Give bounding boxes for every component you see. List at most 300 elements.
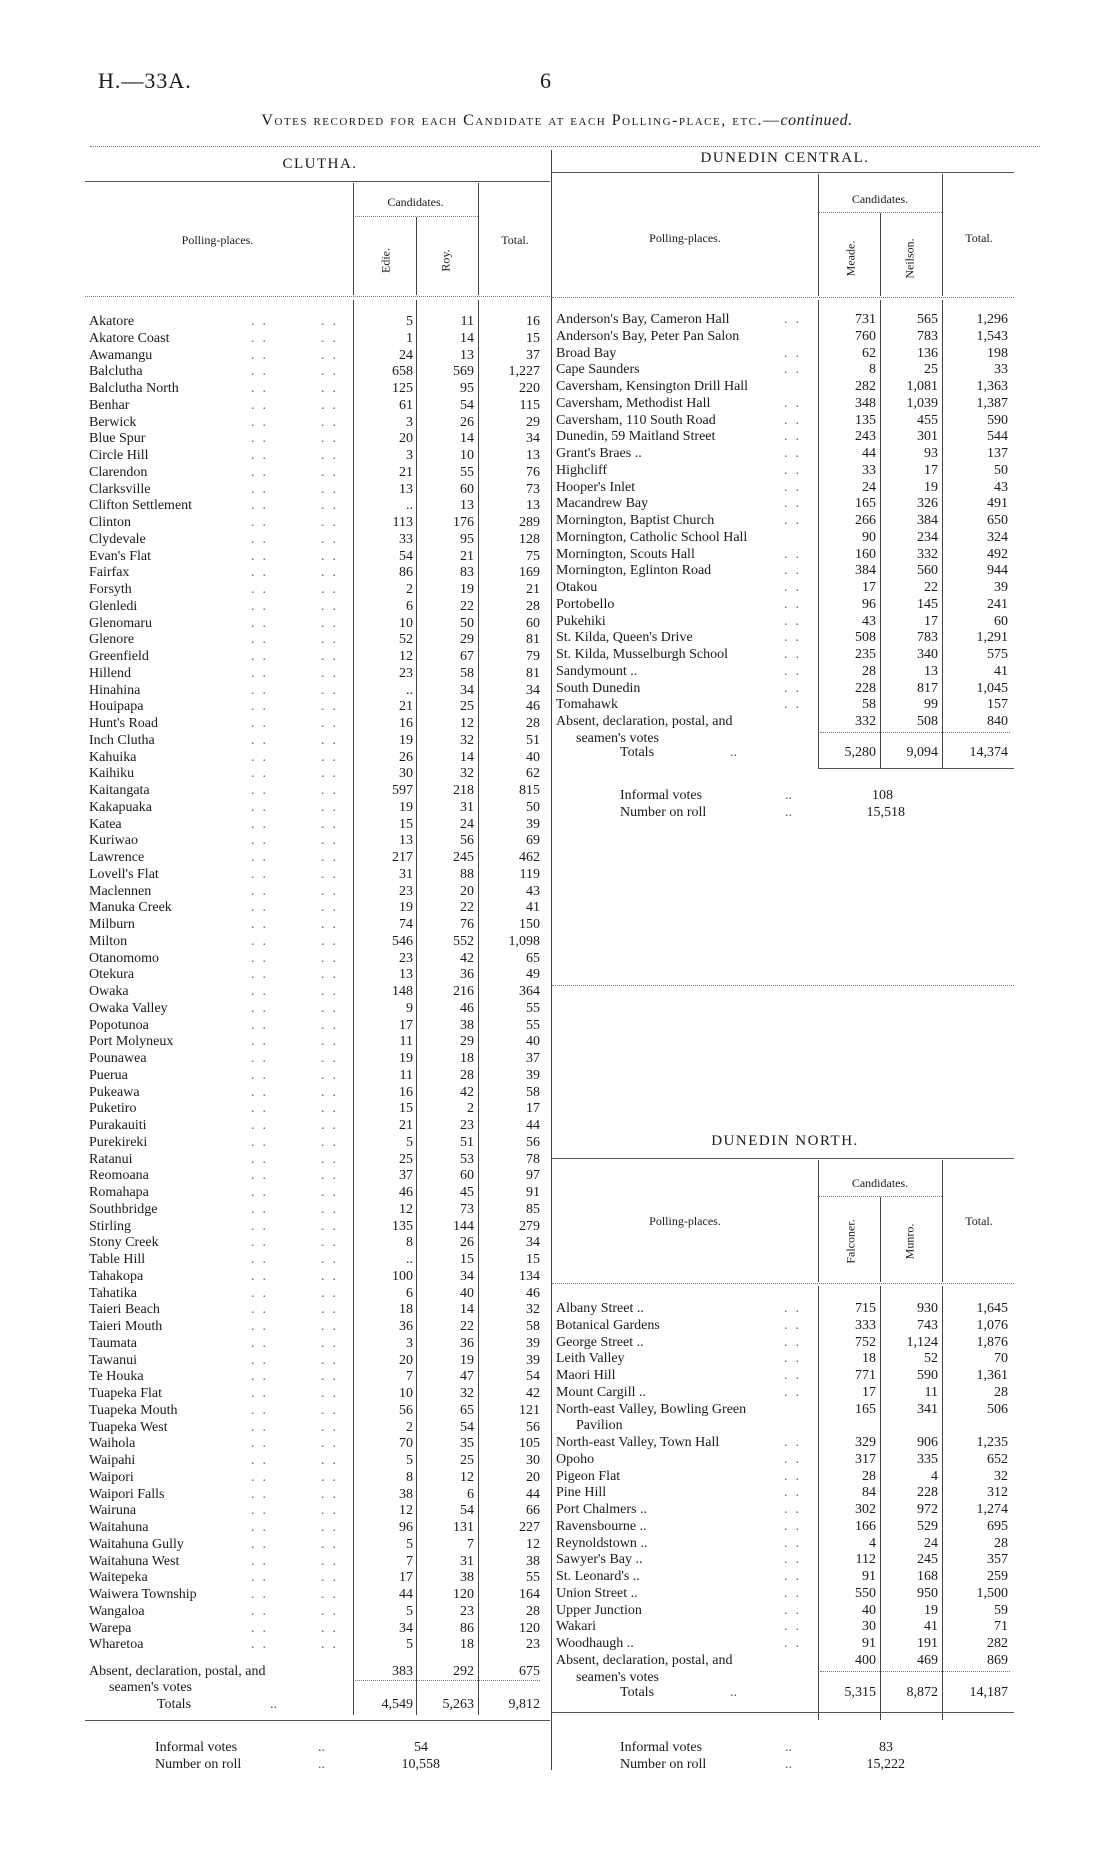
table-row	[89, 1570, 559, 1587]
leader-dots: ..	[784, 596, 807, 612]
leader-dots: ..	[251, 1570, 274, 1586]
leader-dots: ..	[251, 1469, 274, 1485]
candidate-2-votes: 99	[924, 697, 938, 713]
dn-header-rule-top	[552, 1158, 1014, 1159]
polling-place-name: Port Chalmers ..	[556, 1502, 647, 1517]
leader-dots: ..	[784, 1636, 807, 1651]
table-row	[89, 1051, 559, 1068]
total-votes: 29	[526, 414, 540, 430]
candidate-1-votes: 302	[855, 1502, 876, 1517]
dn-informal-value: 83	[879, 1740, 893, 1755]
total-votes: 60	[994, 613, 1008, 629]
candidate-1-votes: 21	[399, 464, 413, 480]
candidate-2-votes: 13	[460, 347, 474, 363]
polling-place-name: Portobello	[556, 596, 615, 612]
table-row	[89, 683, 559, 700]
leader-dots: ..	[784, 613, 807, 629]
total-votes: 324	[987, 529, 1008, 545]
polling-place-name: Warepa	[89, 1620, 132, 1636]
candidate-1-votes: 70	[399, 1436, 413, 1452]
candidate-1-votes: 74	[399, 917, 413, 932]
table-row	[89, 1286, 559, 1303]
table-row	[556, 513, 1016, 530]
table-row	[89, 465, 559, 482]
polling-place-name: Balclutha	[89, 364, 143, 380]
leader-dots: ..	[321, 464, 344, 480]
polling-place-name: Inch Clutha	[89, 732, 155, 748]
candidate-1-votes: 38	[399, 1486, 413, 1502]
candidate-1-votes: 12	[399, 1201, 413, 1217]
title-rule	[90, 146, 1040, 147]
candidate-2-votes: 19	[460, 582, 474, 597]
clutha-totals-edie: 4,549	[381, 1697, 413, 1712]
dn-totals-rule	[820, 1671, 1010, 1672]
candidate-1-votes: 148	[392, 984, 413, 999]
leader-dots: ..	[321, 1386, 344, 1401]
candidate-2-votes: 14	[460, 749, 474, 765]
leader-dots: ..	[251, 515, 274, 530]
candidate-1-votes: 9	[406, 1000, 413, 1016]
table-row	[89, 783, 559, 800]
table-row	[556, 1385, 1016, 1402]
total-votes: 50	[994, 462, 1008, 478]
candidate-2-votes: 17	[924, 613, 938, 629]
polling-place-name: Romahapa	[89, 1185, 149, 1200]
polling-place-name: Manuka Creek	[89, 900, 172, 916]
total-votes: 43	[994, 479, 1008, 495]
clutha-candidates-header: Candidates.	[387, 195, 444, 209]
candidate-2-votes: 560	[917, 563, 938, 579]
leader-dots: ..	[784, 1619, 807, 1635]
table-row	[556, 1402, 1016, 1419]
total-votes: 33	[994, 362, 1008, 378]
polling-place-name: Pine Hill	[556, 1485, 607, 1501]
candidate-1-votes: 19	[399, 900, 413, 916]
table-row	[89, 1369, 559, 1386]
dn-totals-dots: ..	[730, 1685, 737, 1700]
polling-place-name: Reynoldstown ..	[556, 1535, 648, 1551]
candidate-1-votes: 384	[855, 563, 876, 579]
total-votes: 1,387	[976, 395, 1008, 411]
clutha-vline-2	[416, 217, 417, 295]
table-row	[89, 967, 559, 984]
candidate-1-votes: 282	[855, 379, 876, 394]
total-votes: 15	[526, 330, 540, 346]
total-votes: 198	[987, 345, 1008, 361]
candidate-1-votes: 100	[392, 1268, 413, 1284]
candidate-1-votes: 112	[855, 1552, 876, 1568]
dc-candidate-neilson: Neilson.	[902, 238, 917, 279]
total-votes: 17	[526, 1101, 540, 1117]
clutha-absent-total: 675	[519, 1664, 540, 1679]
leader-dots: ..	[784, 462, 807, 478]
clutha-absent-edie: 383	[392, 1664, 413, 1679]
candidate-2-votes: 25	[924, 362, 938, 378]
leader-dots: ..	[251, 917, 274, 932]
candidate-2-votes: 218	[453, 783, 474, 798]
total-votes: 30	[526, 1453, 540, 1468]
total-votes: 220	[519, 381, 540, 396]
table-row	[89, 1085, 559, 1102]
candidate-1-votes: 5	[406, 1536, 413, 1552]
table-row	[556, 312, 1016, 329]
polling-place-name: Kaitangata	[89, 783, 150, 798]
table-row	[89, 666, 559, 683]
candidate-2-votes: 12	[460, 1469, 474, 1485]
leader-dots: ..	[251, 1402, 274, 1418]
candidate-2-votes: 19	[924, 479, 938, 495]
candidate-1-votes: 24	[862, 479, 876, 495]
candidate-2-votes: 41	[924, 1619, 938, 1635]
candidate-2-votes: 20	[460, 883, 474, 899]
total-votes: 15	[526, 1252, 540, 1267]
total-votes: 41	[994, 663, 1008, 679]
table-row	[89, 1453, 559, 1470]
table-row	[89, 800, 559, 817]
polling-place-name: Hillend	[89, 665, 131, 681]
candidate-1-votes: 40	[862, 1602, 876, 1618]
total-votes: 70	[994, 1351, 1008, 1367]
dn-vline-3	[942, 1160, 943, 1282]
leader-dots: ..	[784, 1468, 807, 1484]
table-row	[89, 817, 559, 834]
candidate-2-votes: 23	[460, 1603, 474, 1619]
candidate-2-votes: 10	[460, 448, 474, 463]
leader-dots: ..	[784, 1569, 807, 1584]
polling-place-name: Katea	[89, 816, 122, 832]
polling-place-name: Evan's Flat	[89, 548, 152, 564]
leader-dots: ..	[321, 1369, 344, 1385]
candidate-2-votes: 28	[460, 1067, 474, 1083]
total-votes: 34	[526, 431, 540, 447]
polling-place-name: Reomoana	[89, 1168, 149, 1184]
total-votes: 54	[526, 1369, 540, 1385]
candidate-1-votes: 771	[855, 1368, 876, 1383]
table-row	[556, 1485, 1016, 1502]
leader-dots: ..	[321, 1285, 344, 1301]
leader-dots: ..	[251, 1319, 274, 1334]
total-votes: 1,291	[976, 630, 1008, 646]
total-votes: 28	[994, 1535, 1008, 1551]
candidate-1-votes: 25	[399, 1151, 413, 1167]
total-votes: 282	[987, 1636, 1008, 1651]
leader-dots: ..	[251, 498, 274, 514]
candidate-1-votes: 33	[862, 462, 876, 478]
polling-place-name: Mornington, Scouts Hall	[556, 546, 695, 562]
leader-dots: ..	[321, 716, 344, 731]
candidate-1-votes: 2	[406, 582, 413, 597]
dn-totals-munro: 8,872	[906, 1685, 938, 1700]
total-votes: 59	[994, 1602, 1008, 1618]
candidate-2-votes: 191	[917, 1636, 938, 1651]
table-row	[89, 917, 559, 934]
candidate-2-votes: 58	[460, 665, 474, 681]
candidate-2-votes: 32	[460, 732, 474, 748]
table-row	[89, 1487, 559, 1504]
total-votes: 39	[526, 1352, 540, 1368]
total-votes: 28	[526, 598, 540, 614]
leader-dots: ..	[321, 1587, 344, 1602]
candidate-2-votes: 22	[460, 1319, 474, 1334]
candidate-2-votes: 1,039	[906, 395, 938, 411]
candidate-2-votes: 29	[460, 632, 474, 648]
total-votes: 259	[987, 1569, 1008, 1584]
dn-table-body	[556, 1301, 1016, 1653]
leader-dots: ..	[251, 1335, 274, 1351]
table-row	[556, 413, 1016, 430]
candidate-2-votes: 569	[453, 364, 474, 380]
leader-dots: ..	[251, 833, 274, 849]
candidate-2-votes: 83	[460, 565, 474, 581]
table-row	[89, 1336, 559, 1353]
leader-dots: ..	[321, 1118, 344, 1133]
candidate-2-votes: 906	[917, 1435, 938, 1450]
clutha-header-rule-bottom	[85, 296, 550, 297]
leader-dots: ..	[321, 917, 344, 932]
leader-dots: ..	[251, 1536, 274, 1552]
clutha-roll-value: 10,558	[401, 1757, 440, 1772]
table-row	[556, 630, 1016, 647]
candidate-1-votes: 731	[855, 312, 876, 327]
candidate-2-votes: 22	[460, 900, 474, 916]
table-row	[556, 1452, 1016, 1469]
table-row	[89, 1554, 559, 1571]
leader-dots: ..	[784, 647, 807, 662]
table-row	[89, 1101, 559, 1118]
leader-dots: ..	[321, 1151, 344, 1167]
candidate-1-votes: 546	[392, 933, 413, 949]
total-votes: 73	[526, 481, 540, 497]
table-row	[89, 431, 559, 448]
candidate-1-votes: 11	[399, 1067, 413, 1083]
leader-dots: ..	[321, 933, 344, 949]
leader-dots: ..	[251, 900, 274, 916]
candidate-1-votes: 752	[855, 1334, 876, 1350]
table-row	[89, 582, 559, 599]
polling-place-name: Awamangu	[89, 347, 153, 363]
total-votes: 150	[519, 917, 540, 932]
total-votes: 13	[526, 498, 540, 514]
polling-place-name: Leith Valley	[556, 1351, 625, 1367]
table-row	[556, 1469, 1016, 1486]
total-votes: 39	[526, 816, 540, 832]
leader-dots: ..	[251, 1235, 274, 1251]
candidate-1-votes: 8	[869, 362, 876, 378]
leader-dots: ..	[251, 816, 274, 832]
clutha-totals-total: 9,812	[508, 1697, 540, 1712]
candidate-2-votes: 67	[460, 649, 474, 664]
candidate-2-votes: 45	[460, 1185, 474, 1200]
leader-dots: ..	[251, 1587, 274, 1602]
leader-dots: ..	[321, 799, 344, 815]
table-row	[89, 1068, 559, 1085]
dn-roll-label: Number on roll	[620, 1757, 707, 1772]
dc-informal-value: 108	[872, 788, 893, 803]
leader-dots: ..	[321, 598, 344, 614]
dc-totals-meade: 5,280	[844, 745, 876, 760]
candidate-2-votes: 234	[917, 529, 938, 545]
total-votes: 227	[519, 1520, 540, 1535]
candidate-2-votes: 341	[917, 1401, 938, 1417]
table-row	[89, 1168, 559, 1185]
total-votes: 1,076	[976, 1317, 1008, 1333]
table-row	[556, 396, 1016, 413]
leader-dots: ..	[251, 1503, 274, 1519]
polling-place-name: Union Street ..	[556, 1585, 638, 1601]
polling-place-name: George Street ..	[556, 1334, 644, 1350]
candidate-1-votes: 10	[399, 615, 413, 631]
candidate-1-votes: 235	[855, 647, 876, 662]
polling-place-name: Berwick	[89, 414, 137, 430]
total-votes: 81	[526, 665, 540, 681]
polling-place-name: Hooper's Inlet	[556, 479, 636, 495]
candidate-1-votes: 333	[855, 1317, 876, 1333]
leader-dots: ..	[251, 598, 274, 614]
candidate-2-votes: 168	[917, 1569, 938, 1584]
polling-place-name: Waipahi	[89, 1453, 136, 1468]
candidate-1-votes: 30	[399, 766, 413, 782]
dc-absent-meade: 332	[855, 714, 876, 729]
candidate-2-votes: 326	[917, 496, 938, 512]
leader-dots: ..	[251, 1017, 274, 1033]
table-row	[556, 379, 1016, 396]
leader-dots: ..	[251, 1637, 274, 1653]
polling-place-name: Pounawea	[89, 1051, 147, 1066]
leader-dots: ..	[251, 1201, 274, 1217]
table-row	[89, 766, 559, 783]
leader-dots: ..	[251, 783, 274, 798]
candidate-2-votes: 31	[460, 1553, 474, 1569]
candidate-1-votes: 5	[406, 1637, 413, 1653]
candidate-1-votes: 135	[392, 1218, 413, 1234]
leader-dots: ..	[321, 1352, 344, 1368]
dc-section-end-rule	[552, 985, 1014, 986]
leader-dots: ..	[784, 630, 807, 646]
candidate-1-votes: 16	[399, 1084, 413, 1100]
candidate-2-votes: 42	[460, 950, 474, 966]
candidate-2-votes: 95	[460, 531, 474, 547]
polling-place-name: Lovell's Flat	[89, 866, 159, 882]
candidate-1-votes: 317	[855, 1451, 876, 1467]
candidate-2-votes: 6	[467, 1486, 474, 1502]
candidate-2-votes: 65	[460, 1402, 474, 1418]
total-votes: 120	[519, 1620, 540, 1636]
candidate-1-votes: 19	[399, 799, 413, 815]
total-votes: 62	[526, 766, 540, 782]
total-votes: 1,098	[508, 933, 540, 949]
table-row	[556, 1586, 1016, 1603]
leader-dots: ..	[784, 1502, 807, 1517]
candidate-1-votes: 84	[862, 1485, 876, 1501]
dc-roll-label: Number on roll	[620, 805, 707, 820]
polling-place-name: Tahakopa	[89, 1268, 144, 1284]
leader-dots: ..	[251, 1453, 274, 1468]
clutha-vline-3	[478, 183, 479, 295]
dn-candidate-falconer: Falconer.	[843, 1219, 858, 1264]
leader-dots: ..	[321, 330, 344, 346]
candidate-2-votes: 1,124	[906, 1334, 938, 1350]
candidate-1-votes: 43	[862, 613, 876, 629]
candidate-2-votes: 176	[453, 515, 474, 530]
table-row	[89, 1621, 559, 1638]
candidate-2-votes: 29	[460, 1034, 474, 1050]
total-votes: 462	[519, 850, 540, 865]
candidate-2-votes: 332	[917, 546, 938, 562]
leader-dots: ..	[251, 1218, 274, 1234]
leader-dots: ..	[321, 615, 344, 631]
total-votes: 28	[526, 1603, 540, 1619]
dc-absent-total: 840	[987, 714, 1008, 729]
total-votes: 1,543	[976, 328, 1008, 344]
table-row	[89, 565, 559, 582]
leader-dots: ..	[321, 1503, 344, 1519]
polling-place-name: Clifton Settlement	[89, 498, 193, 514]
dn-informal-dots: ..	[785, 1740, 792, 1755]
dc-header-rule-bottom	[552, 297, 1014, 298]
clutha-totals-dots: ..	[270, 1697, 277, 1712]
candidate-1-votes: 46	[399, 1185, 413, 1200]
total-votes: 1,227	[508, 364, 540, 380]
total-votes: 28	[994, 1384, 1008, 1400]
total-votes: 75	[526, 548, 540, 564]
clutha-informal-dots: ..	[318, 1740, 325, 1755]
candidate-1-votes: 13	[399, 833, 413, 849]
table-row	[89, 1386, 559, 1403]
polling-place-name: Pavilion	[576, 1418, 623, 1434]
leader-dots: ..	[321, 1218, 344, 1234]
leader-dots: ..	[321, 682, 344, 698]
polling-place-name: Caversham, Kensington Drill Hall	[556, 379, 749, 394]
table-row	[89, 867, 559, 884]
polling-place-name: Clydevale	[89, 531, 146, 547]
candidate-2-votes: 17	[924, 462, 938, 478]
polling-place-name: Macandrew Bay	[556, 496, 649, 512]
leader-dots: ..	[784, 1435, 807, 1450]
table-row	[556, 346, 1016, 363]
leader-dots: ..	[784, 345, 807, 361]
dc-totals-dots: ..	[730, 745, 737, 760]
candidate-1-votes: 10	[399, 1386, 413, 1401]
leader-dots: ..	[251, 1151, 274, 1167]
leader-dots: ..	[784, 513, 807, 528]
leader-dots: ..	[321, 515, 344, 530]
candidate-2-votes: 88	[460, 866, 474, 882]
clutha-total-header: Total.	[501, 233, 529, 247]
table-row	[89, 699, 559, 716]
leader-dots: ..	[321, 1051, 344, 1066]
polling-place-name: Ravensbourne ..	[556, 1518, 647, 1534]
table-row	[556, 1502, 1016, 1519]
total-votes: 164	[519, 1587, 540, 1602]
total-votes: 590	[987, 412, 1008, 428]
table-row	[89, 331, 559, 348]
table-row	[89, 1587, 559, 1604]
leader-dots: ..	[784, 1451, 807, 1467]
candidate-1-votes: 11	[399, 1034, 413, 1050]
leader-dots: ..	[251, 1553, 274, 1569]
table-row	[556, 1536, 1016, 1553]
table-row	[89, 314, 559, 331]
candidate-2-votes: 590	[917, 1368, 938, 1383]
dc-absent-neilson: 508	[917, 714, 938, 729]
leader-dots: ..	[321, 833, 344, 849]
leader-dots: ..	[784, 1518, 807, 1534]
candidate-2-votes: 47	[460, 1369, 474, 1385]
polling-place-name: Waipori	[89, 1469, 134, 1485]
polling-place-name: North-east Valley, Town Hall	[556, 1435, 720, 1450]
polling-place-name: Opoho	[556, 1451, 595, 1467]
leader-dots: ..	[321, 1000, 344, 1016]
